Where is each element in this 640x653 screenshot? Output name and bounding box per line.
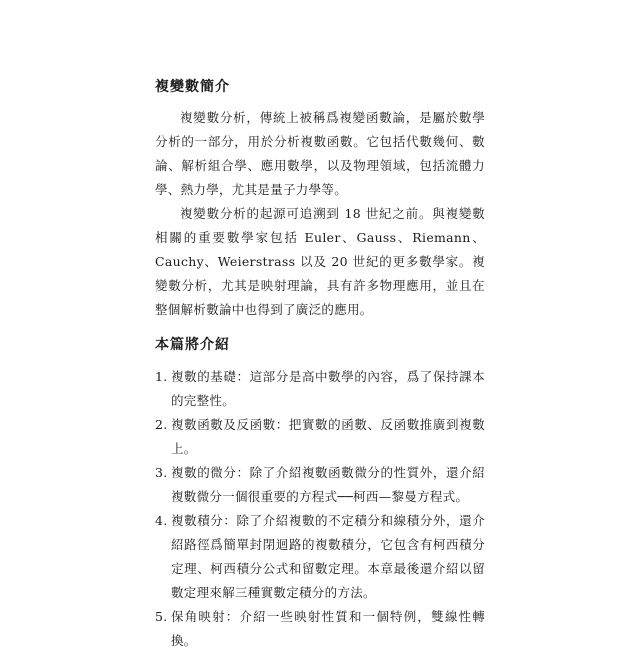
item-label: 複數積分 bbox=[171, 513, 224, 528]
contents-list bbox=[155, 365, 485, 653]
item-number: 2. bbox=[155, 417, 168, 432]
item-label: 保角映射 bbox=[171, 609, 226, 624]
text-column bbox=[155, 76, 485, 653]
item-label: 複數的微分 bbox=[171, 465, 237, 480]
item-label: 複數的基礎 bbox=[171, 369, 237, 384]
section-title-intro: 複變數簡介 bbox=[155, 79, 230, 95]
item-text: ：介紹一些映射性質和一個特例，雙線性轉換。 bbox=[171, 609, 485, 648]
list-item bbox=[155, 413, 485, 461]
item-text: ：這部分是高中數學的內容，爲了保持課本的完整性。 bbox=[171, 369, 485, 408]
item-text: ：把實數的函數、反函數推廣到複數上。 bbox=[171, 417, 485, 456]
item-number: 5. bbox=[155, 609, 168, 624]
list-item bbox=[155, 365, 485, 413]
list-item bbox=[155, 605, 485, 653]
item-number: 4. bbox=[155, 513, 168, 528]
item-text: ：除了介紹複數函數微分的性質外，還介紹複數微分一個很重要的方程式──柯西—黎曼方程式。 bbox=[171, 465, 485, 504]
intro-paragraph-2: 複變數分析的起源可追溯到 18 世紀之前。與複變數相關的重要數學家包括 Euler、Gauss、Riemann、Cauchy、Weierstrass 以及 20 世紀的更多數學家。複變數分析，尤其是映射理論，具有許多物理應用，並且在整個解析數論中也得到了廣泛的應用。 bbox=[155, 206, 485, 317]
item-number: 1. bbox=[155, 369, 168, 384]
section-title-contents: 本篇將介紹 bbox=[155, 337, 230, 353]
list-item bbox=[155, 461, 485, 509]
intro-paragraph-1: 複變數分析，傳統上被稱爲複變函數論，是屬於數學分析的一部分，用於分析複數函數。它包括代數幾何、數論、解析組合學、應用數學，以及物理領域，包括流體力學、熱力學，尤其是量子力學等。 bbox=[155, 110, 485, 197]
item-label: 複數函數及反函數 bbox=[171, 417, 276, 432]
item-number: 3. bbox=[155, 465, 168, 480]
list-item bbox=[155, 509, 485, 605]
item-text: ：除了介紹複數的不定積分和線積分外，還介紹路徑爲簡單封閉迴路的複數積分，它包含有柯西積分定理、柯西積分公式和留數定理。本章最後還介紹以留數定理來解三種實數定積分的方法。 bbox=[171, 513, 485, 600]
